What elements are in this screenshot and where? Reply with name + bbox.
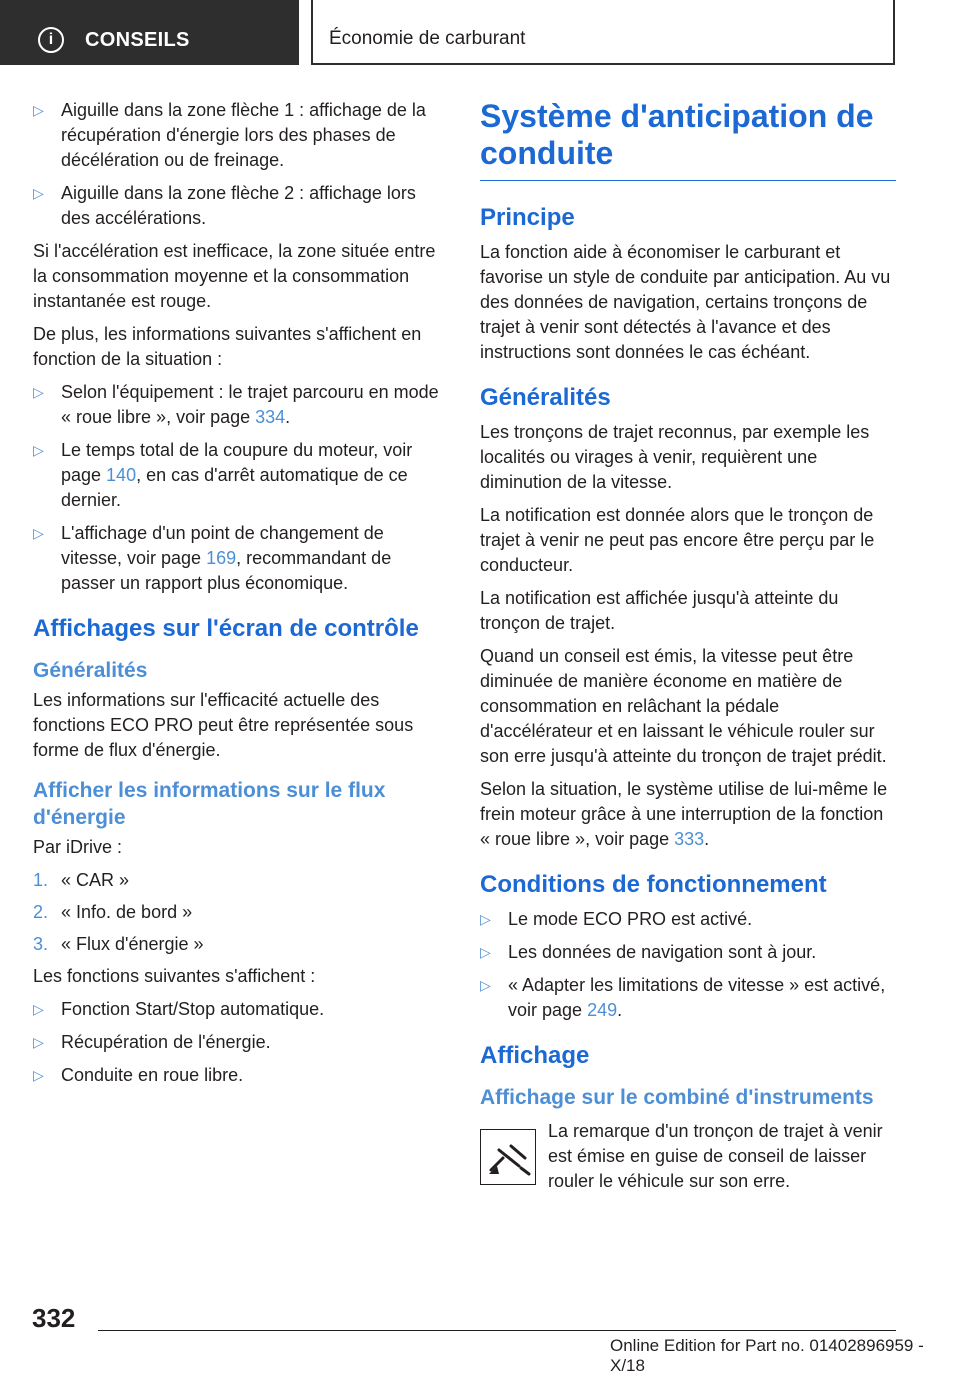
list-item: ▷ Le mode ECO PRO est activé. xyxy=(480,907,896,932)
paragraph: Selon la situation, le système utilise de lui-même le frein moteur grâce à une interruption de la fonction « roue libre », voir page 333. xyxy=(480,779,888,849)
section-heading: Conditions de fonctionnement xyxy=(480,871,827,898)
list-item: ▷ Le temps total de la coupure du moteur, voir page 140, en cas d'arrêt automatique de ce dernier. xyxy=(33,440,413,510)
paragraph: La notification est donnée alors que le tronçon de trajet à venir ne peut pas encore être perçu par le conducteur. xyxy=(480,505,875,575)
section-heading: Affichage xyxy=(480,1042,590,1069)
right-column xyxy=(480,98,896,1194)
paragraph: La notification est affichée jusqu'à atteinte du tronçon de trajet. xyxy=(480,588,839,633)
triangle-bullet-icon: ▷ xyxy=(33,525,44,541)
triangle-bullet-icon: ▷ xyxy=(33,384,44,400)
paragraph: Quand un conseil est émis, la vitesse peut être diminuée de manière économe en matière de consommation en relâchant la pédale d'accélérateur et en laissant le véhicule rouler sur son erre jusqu'à atteinte du tronçon de trajet prédit. xyxy=(480,646,887,766)
list-item: ▷ Fonction Start/Stop automatique. xyxy=(33,997,445,1022)
page-link[interactable]: 334 xyxy=(255,407,286,427)
chapter-header xyxy=(311,0,895,65)
subsection-heading: Généralités xyxy=(33,659,148,682)
edition-label: Online Edition for Part no. 01402896959 - X/18 xyxy=(610,1336,924,1375)
triangle-bullet-icon: ▷ xyxy=(480,911,491,927)
info-icon: i xyxy=(38,27,64,53)
paragraph: Par iDrive : xyxy=(33,837,123,857)
section-heading: Affichages sur l'écran de contrôle xyxy=(33,615,419,642)
subsection-heading: Affichage sur le combiné d'instruments xyxy=(480,1086,874,1109)
section-label: CONSEILS xyxy=(85,29,190,51)
list-item: ▷ Conduite en roue libre. xyxy=(33,1063,445,1088)
page-number: 332 xyxy=(32,1303,76,1333)
list-item: ▷ Aiguille dans la zone flèche 2 : affichage lors des accélérations. xyxy=(33,183,416,228)
paragraph: Les tronçons de trajet reconnus, par exemple les localités ou virages à venir, requièrent une diminution de la vitesse. xyxy=(480,422,870,492)
list-item: ▷ Récupération de l'énergie. xyxy=(33,1030,445,1055)
subsection-heading: Afficher les informations sur le flux d'énergie xyxy=(33,779,386,829)
list-item: ▷ Aiguille dans la zone flèche 1 : affichage de la récupération d'énergie lors des phases de décélération ou de freinage. xyxy=(33,100,426,170)
page-link[interactable]: 333 xyxy=(674,829,705,849)
page-link[interactable]: 169 xyxy=(206,548,237,568)
step-item: 1. « CAR » xyxy=(33,868,445,893)
triangle-bullet-icon: ▷ xyxy=(480,977,491,993)
paragraph: Si l'accélération est inefficace, la zone située entre la consommation moyenne et la consommation instantanée est rouge. xyxy=(33,241,436,311)
triangle-bullet-icon: ▷ xyxy=(33,442,44,458)
left-column xyxy=(33,98,445,1096)
step-number: 3. xyxy=(33,934,49,954)
step-number: 1. xyxy=(33,870,49,890)
step-item: 3. « Flux d'énergie » xyxy=(33,932,445,957)
paragraph: De plus, les informations suivantes s'affichent en fonction de la situation : xyxy=(33,324,422,369)
page-title: Système d'anticipation de conduite xyxy=(480,98,896,181)
triangle-bullet-icon: ▷ xyxy=(33,1034,44,1050)
list-item: ▷ « Adapter les limitations de vitesse » est activé, voir page 249. xyxy=(480,975,886,1020)
step-number: 2. xyxy=(33,902,49,922)
note-text: La remarque d'un tronçon de trajet à venir est émise en guise de conseil de laisser rouler le véhicule sur son erre. xyxy=(548,1121,883,1191)
triangle-bullet-icon: ▷ xyxy=(480,944,491,960)
section-heading: Généralités xyxy=(480,384,611,411)
list-item: ▷ Selon l'équipement : le trajet parcouru en mode « roue libre », voir page 334. xyxy=(33,382,439,427)
page-link[interactable]: 140 xyxy=(106,465,137,485)
step-item: 2. « Info. de bord » xyxy=(33,900,445,925)
coasting-icon xyxy=(480,1129,536,1185)
triangle-bullet-icon: ▷ xyxy=(33,102,44,118)
chapter-title: Économie de carburant xyxy=(329,28,526,49)
instrument-note xyxy=(480,1119,896,1194)
triangle-bullet-icon: ▷ xyxy=(33,1001,44,1017)
list-item: ▷ Les données de navigation sont à jour. xyxy=(480,940,896,965)
section-heading: Principe xyxy=(480,204,575,231)
triangle-bullet-icon: ▷ xyxy=(33,185,44,201)
footer-divider xyxy=(98,1330,896,1331)
paragraph: Les informations sur l'efficacité actuelle des fonctions ECO PRO peut être représentée sous forme de flux d'énergie. xyxy=(33,690,414,760)
paragraph: La fonction aide à économiser le carburant et favorise un style de conduite par anticipation. Au vu des données de navigation, certains tronçons de trajet à venir sont détectés à l'avance et des instructions sont données le cas échéant. xyxy=(480,242,891,362)
section-header xyxy=(0,0,299,65)
triangle-bullet-icon: ▷ xyxy=(33,1067,44,1083)
list-item: ▷ L'affichage d'un point de changement de vitesse, voir page 169, recommandant de passer un rapport plus économique. xyxy=(33,523,392,593)
paragraph: Les fonctions suivantes s'affichent : xyxy=(33,966,316,986)
page-link[interactable]: 249 xyxy=(587,1000,618,1020)
